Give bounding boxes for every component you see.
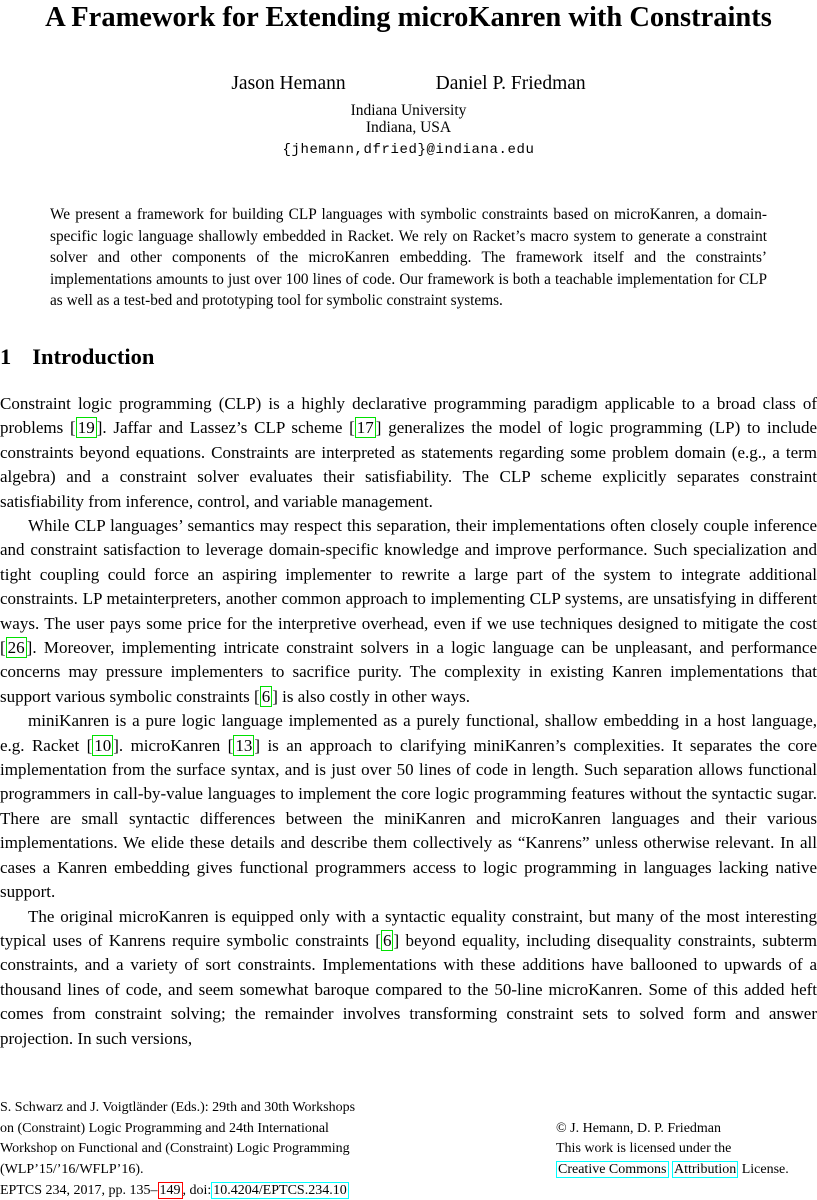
paragraph: While CLP languages’ semantics may respect this separation, their implementations often closely couple inference and constraint satisfaction to leverage domain-specific knowledge and improve performance. Such specialization and tight coupling could force an aspiring implementer to rewrite a large part of the system to integrate additional constraints. LP metainterpreters, another common approach to implementing CLP systems, are unsatisfying in different ways. The user pays some price for the interpretive overhead, even if we use techniques designed to mitigate the cost [ 26 ]. Moreover, implementing intricate constraint solvers in a logic language can be unpleasant, and performance concerns may pressure implementers to sacrifice purity. The complexity in existing Kanren implementations that support various symbolic constraints [ 6 ] is also costly in other ways. bbox=[0, 516, 817, 706]
author-row bbox=[0, 73, 817, 95]
section-title: Introduction bbox=[32, 343, 155, 369]
abstract-text: We present a framework for building CLP languages with symbolic constraints based on microKanren, a domain-specific logic language shallowly embedded in Racket. We rely on Racket’s macro system to generate a constraint solver and other components of the microKanren embedding. The framework itself and the constraints’ implementations amounts to just over 100 lines of code. Our framework is both a teachable implementation for CLP as well as a test-bed and prototyping tool for symbolic constraint systems. bbox=[50, 206, 767, 310]
creative-commons-link[interactable]: Creative Commons bbox=[558, 1162, 667, 1178]
section-number: 1 bbox=[0, 343, 12, 369]
page-range-link[interactable]: 149 bbox=[159, 1182, 181, 1198]
footer-line: on (Constraint) Logic Programming and 24th International bbox=[0, 1120, 329, 1136]
email-address: {jhemann,dfried}@indiana.edu bbox=[282, 142, 535, 158]
citation-link-13[interactable]: 13 bbox=[235, 735, 253, 755]
author-name: Daniel P. Friedman bbox=[435, 73, 586, 94]
section-heading bbox=[0, 344, 817, 370]
footer-line: S. Schwarz and J. Voigtländer (Eds.): 29th and 30th Workshops bbox=[0, 1100, 356, 1115]
paragraph: Constraint logic programming (CLP) is a highly declarative programming paradigm applicable to a broad class of problems [ 19 ]. Jaffar and Lassez’s CLP scheme [ 17 ] generalizes the model of logic programming (LP) to include constraints beyond equations. Constraints are interpreted as statements regarding some problem domain (e.g., a term algebra) and a constraint solver evaluates their satisfiability. The CLP scheme explicitly separates constraint satisfiability from inference, control, and variable management. bbox=[0, 393, 817, 511]
footer-line: (WLP’15/’16/WFLP’16). bbox=[0, 1162, 144, 1178]
citation-link-6[interactable]: 6 bbox=[261, 686, 271, 706]
attribution-link[interactable]: Attribution bbox=[674, 1162, 737, 1178]
paragraph: miniKanren is a pure logic language implemented as a purely functional, shallow embedding in a host language, e.g. Racket [ 10 ]. microKanren [ 13 ] is an approach to clarifying miniKanren’s complexities. It separates the core implementation from the surface syntax, and is just over 50 lines of code in length. Such separation allows functional programmers in call-by-value languages to implement the core logic programming features without the syntactic sugar. There are small syntactic differences between the miniKanren and microKanren languages and their various implementations. We elide these details and describe them collectively as “Kanrens” unless otherwise relevant. In all cases a Kanren embedding gives functional programmers access to logic programming in languages lacking native support. bbox=[0, 711, 817, 902]
citation-link-26[interactable]: 26 bbox=[7, 638, 25, 658]
citation-link-6[interactable]: 6 bbox=[382, 930, 392, 950]
footer-publication-info bbox=[0, 1098, 470, 1200]
affiliation-institution: Indiana University bbox=[350, 102, 467, 119]
footer-line: Workshop on Functional and (Constraint) Logic Programming bbox=[0, 1141, 350, 1157]
paragraph: The original microKanren is equipped only with a syntactic equality constraint, but many of the most interesting typical uses of Kanrens require symbolic constraints [ 6 ] beyond equality, including disequality constraints, subterm constraints, and a variety of sort constraints. Implementations with these additions have ballooned to upwards of a thousand lines of code, and seem somewhat baroque compared to the 50-line microKanren. Some of this added heft comes from constraint solving; the remainder involves transforming constraint sets to solved form and answer projection. In such versions, bbox=[0, 906, 817, 1048]
citation-link-10[interactable]: 10 bbox=[94, 735, 112, 755]
affiliation-block bbox=[0, 102, 817, 136]
doi-link[interactable]: 10.4204/EPTCS.234.10 bbox=[213, 1182, 347, 1198]
footer-eptcs-line: EPTCS 234, 2017, pp. 135– 149 , doi: 10.4204/EPTCS.234.10 bbox=[0, 1182, 347, 1198]
citation-link-19[interactable]: 19 bbox=[77, 418, 95, 438]
affiliation-location: Indiana, USA bbox=[365, 119, 452, 136]
footer-copyright-info bbox=[556, 1119, 817, 1181]
license-text-line: This work is licensed under the bbox=[556, 1141, 732, 1157]
citation-link-17[interactable]: 17 bbox=[356, 418, 374, 438]
introduction-body bbox=[0, 392, 817, 1051]
page-footer bbox=[0, 1098, 817, 1200]
page-title: A Framework for Extending microKanren with Constraints bbox=[45, 2, 772, 33]
copyright-line: © J. Hemann, D. P. Friedman bbox=[556, 1120, 722, 1136]
author-name: Jason Hemann bbox=[231, 73, 346, 94]
license-links-line: Creative Commons Attribution License. bbox=[558, 1162, 789, 1178]
